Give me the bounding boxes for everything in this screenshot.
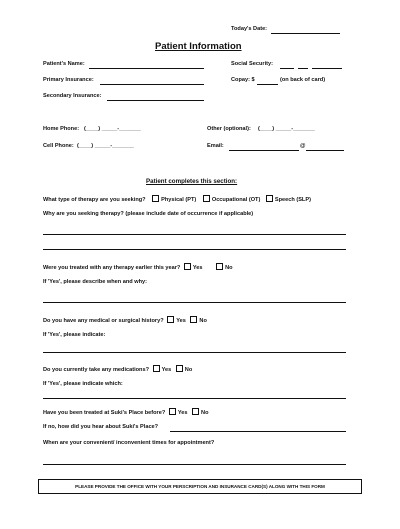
copay-note: (on back of card) (280, 77, 326, 83)
medications-yes-checkbox[interactable] (153, 365, 160, 372)
other-phone-label: Other (optional): (207, 126, 251, 132)
medications-yes-label: Yes (161, 367, 172, 373)
cell-phone-label: Cell Phone: (43, 143, 74, 149)
therapy-type-label: What type of therapy are you seeking? (43, 197, 146, 203)
todays-date-field[interactable] (271, 33, 340, 34)
history-yes-checkbox[interactable] (167, 316, 174, 323)
treated-yes-checkbox[interactable] (184, 263, 191, 270)
therapy-type-question (43, 195, 311, 204)
page-title: Patient Information (155, 41, 242, 52)
medications-label: Do you currently take any medications? (43, 367, 149, 373)
why-answer-line-2[interactable] (43, 249, 346, 250)
medications-question (43, 365, 192, 374)
email-at-sign: @ (300, 143, 306, 149)
treated-no-label: No (225, 265, 233, 271)
history-yes-label: Yes (176, 318, 186, 324)
section-title: Patient completes this section: (146, 178, 238, 185)
slp-option-label: Speech (SLP) (274, 197, 311, 203)
suki-yes-checkbox[interactable] (169, 408, 176, 415)
history-no-label: No (199, 318, 207, 324)
treated-earlier-question (43, 263, 233, 272)
ot-option-label: Occupational (OT) (211, 197, 261, 203)
medications-answer-line[interactable] (43, 398, 346, 399)
ssn-part1-field[interactable] (280, 68, 294, 69)
ssn-part2-field[interactable] (298, 68, 308, 69)
history-answer-line[interactable] (43, 352, 346, 353)
todays-date-label: Today's Date: (231, 26, 268, 32)
secondary-insurance-label: Secondary Insurance: (43, 93, 102, 99)
medications-no-checkbox[interactable] (176, 365, 183, 372)
medications-no-label: No (184, 367, 193, 373)
copay-label: Copay: $ (231, 77, 255, 83)
describe-answer-line[interactable] (43, 302, 346, 303)
secondary-insurance-field[interactable] (107, 100, 204, 101)
treated-yes-label: Yes (192, 265, 203, 271)
ssn-part3-field[interactable] (312, 68, 342, 69)
treated-suki-question (43, 408, 209, 417)
email-user-field[interactable] (229, 150, 299, 151)
treated-suki-label: Have you been treated at Suki's Place before? (43, 410, 166, 416)
times-answer-line[interactable] (43, 464, 346, 465)
slp-checkbox[interactable] (266, 195, 273, 202)
history-no-checkbox[interactable] (190, 316, 197, 323)
home-phone-field[interactable]: (____) _____-_______ (84, 126, 141, 132)
medical-history-question (43, 316, 207, 325)
treated-no-checkbox[interactable] (216, 263, 223, 270)
email-domain-field[interactable] (306, 150, 344, 151)
medical-history-label: Do you have any medical or surgical history? (43, 318, 164, 324)
patient-name-label: Patient's Name: (43, 61, 85, 67)
appointment-times-question: When are your convenient/ inconvenient times for appointment? (43, 440, 215, 446)
other-phone-field[interactable]: (____) _____-_______ (258, 126, 315, 132)
suki-no-checkbox[interactable] (192, 408, 199, 415)
footer-notice-box (38, 479, 362, 494)
why-therapy-question: Why are you seeking therapy? (please include date of occurrence if applicable) (43, 211, 254, 217)
home-phone-label: Home Phone: (43, 126, 80, 132)
pt-option-label: Physical (PT) (161, 197, 197, 203)
pt-checkbox[interactable] (152, 195, 159, 202)
email-label: Email: (207, 143, 224, 149)
treated-earlier-label: Were you treated with any therapy earlier this year? (43, 265, 181, 271)
suki-yes-label: Yes (177, 410, 188, 416)
primary-insurance-field[interactable] (100, 84, 204, 85)
patient-name-field[interactable] (89, 68, 204, 69)
if-yes-describe-label: If 'Yes', please describe when and why: (43, 279, 148, 285)
copay-field[interactable] (257, 84, 278, 85)
why-answer-line-1[interactable] (43, 234, 346, 235)
how-hear-question: If no, how did you hear about Suki's Place? (43, 424, 159, 430)
primary-insurance-label: Primary Insurance: (43, 77, 94, 83)
ot-checkbox[interactable] (203, 195, 210, 202)
suki-no-label: No (201, 410, 209, 416)
if-yes-indicate-label: If 'Yes', please indicate: (43, 332, 106, 338)
social-security-label: Social Security: (231, 61, 273, 67)
footer-notice: PLEASE PROVIDE THE OFFICE WITH YOUR PERSCRIPTION AND INSURANCE CARD(S) ALONG WITH THIS FORM (75, 484, 325, 489)
cell-phone-field[interactable]: (____) _____-_______ (77, 143, 134, 149)
how-hear-field[interactable] (170, 431, 346, 432)
if-yes-which-label: If 'Yes', please indicate which: (43, 381, 123, 387)
